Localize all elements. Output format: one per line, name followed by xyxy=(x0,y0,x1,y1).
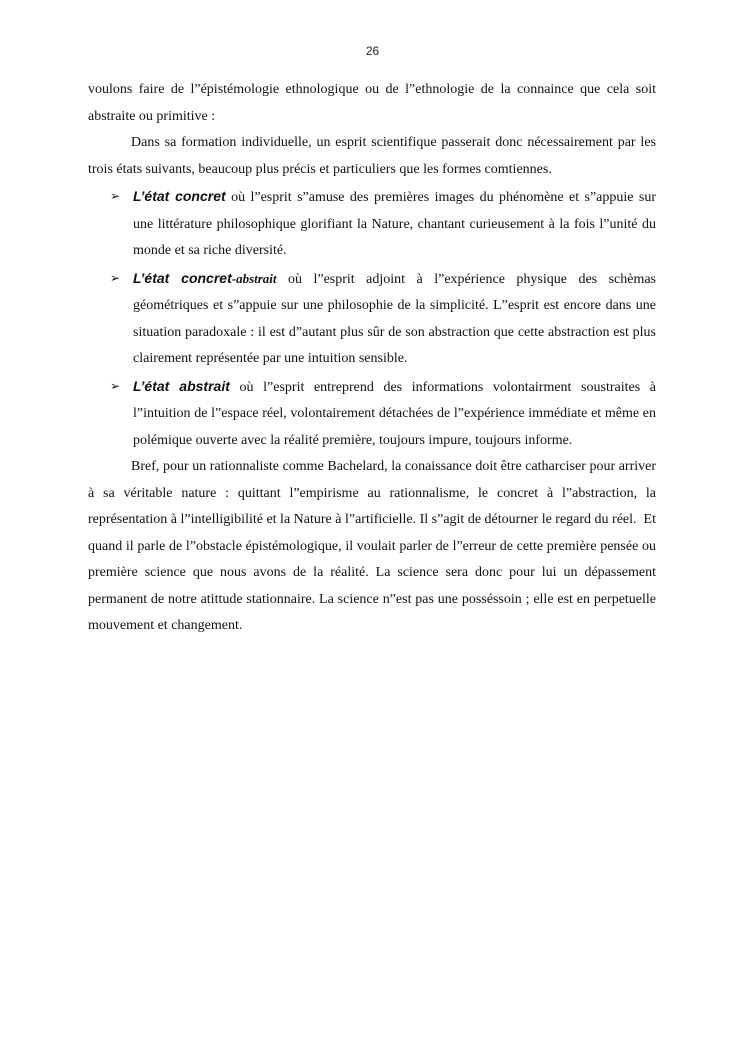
intro-paragraph: voulons faire de l”épistémologie ethnologique ou de l”ethnologie de la connaince que cela soit abstraite ou primitive : xyxy=(88,82,656,124)
page-number: 26 xyxy=(365,44,380,58)
list-item xyxy=(88,183,656,265)
arrow-bullet-icon: ➢ xyxy=(110,189,121,203)
paragraph-formation: Dans sa formation individuelle, un esprit scientifique passerait donc nécessairement par les trois états suivants, beaucoup plus précis et particuliers que les formes comtiennes. xyxy=(88,135,656,177)
arrow-bullet-icon: ➢ xyxy=(110,378,121,393)
states-list xyxy=(88,183,656,454)
term-concrete-abstract-state: L’état concret xyxy=(133,269,232,286)
paragraph-conclusion: Bref, pour un rationnaliste comme Bachelard, la conaissance doit être catharciser pour arriver à sa véritable nature : quittant l”empirisme au rationnalisme, le concret à l”abstraction, la représentation à l”intelligibilité et la Nature à l”artificielle. Il s”agit de détourner le regard du réel. Et quand il parle de l”obstacle épistémologique, il voulait parler de l”erreur de cette première pensée ou première science que nous avons de la réalité. La science sera donc pour lui un dépassement permanent de notre atittude stationnaire. La science n”est pas une posséssoin ; elle est en perpetuelle mouvement et changement. xyxy=(88,459,656,633)
page-content xyxy=(88,77,656,640)
list-item-text: où l”esprit adjoint à l”expérience physique des schèmas géométriques et s”appuie sur une philosophie de la simplicité. L”esprit est encore dans une situation paradoxale : il est d”autant plus sûr de son abstraction que cette abstraction est plus clairement représentée par une intuition sensible. xyxy=(133,271,657,366)
list-item xyxy=(88,373,656,455)
list-item xyxy=(88,265,656,373)
list-item-text: où l”esprit entreprend des informations volontairment soustraites à l”intuition de l”espace réel, volontairement détachées de l”expérience immédiate et même en polémique ouverte avec la réalité première, toujours impure, toujours informe. xyxy=(133,379,657,448)
term-abstract-state: L’état abstrait xyxy=(133,377,230,394)
arrow-bullet-icon: ➢ xyxy=(110,270,121,285)
term-concrete-state: L’état concret xyxy=(133,188,226,204)
list-item-text: où l”esprit s”amuse des premières images du phénomène et s”appuie sur une littérature philosophique glorifiant la Nature, chantant curieusement à la fois l”unité du monde et sa riche diversité. xyxy=(133,190,656,258)
term-suffix: -abstrait xyxy=(231,270,277,286)
